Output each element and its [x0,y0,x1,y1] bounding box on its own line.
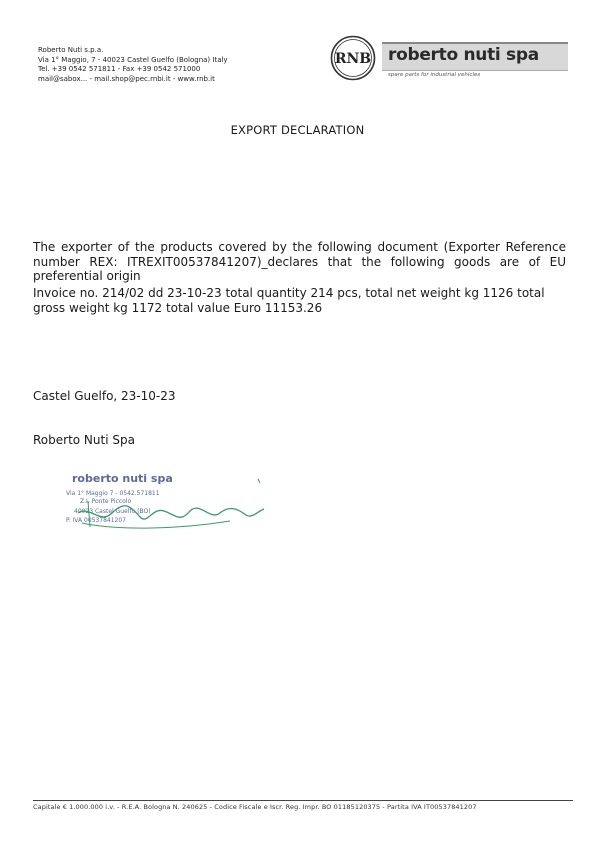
brand-tagline: spare parts for industrial vehicles [388,72,481,78]
company-address-block [38,46,228,84]
company-stamp [60,465,290,535]
footer-legal-info: Capitale € 1.000.000 i.v. - R.E.A. Bologna N. 240625 - Codice Fiscale e Iscr. Reg. Impr. BO 01185120375 - Partita IVA IT00537841207 [33,803,477,811]
company-name: Roberto Nuti s.p.a. [38,46,104,54]
invoice-details: Invoice no. 214/02 dd 23-10-23 total quantity 214 pcs, total net weight kg 1126 total gross weight kg 1172 total value Euro 11153.26 [33,286,545,315]
page-title: EXPORT DECLARATION [230,123,365,137]
stamp-line-1: Via 1° Maggio 7 - 0542.571811 [66,490,160,497]
stamp-line-2: Z.I. Ponte Piccolo [80,498,132,505]
stamp-name: roberto nuti spa [72,472,173,485]
declaration-paragraph: The exporter of the products covered by the following document (Exporter Reference number REX: ITREXIT00537841207)_declares that the following goods are of EU preferential origin [33,240,566,283]
place-and-date: Castel Guelfo, 23-10-23 [33,389,176,403]
company-email-web: mail@sabox... - mail.shop@pec.rnbi.it - www.rnb.it [38,74,215,83]
stamp-line-4: P. IVA 00537841207 [66,517,126,524]
brand-banner [382,42,568,71]
stamp-line-3: 40023 Castel Guelfo (BO) [74,508,151,515]
company-phone-fax: Tel. +39 0542 571811 - Fax +39 0542 571000 [38,65,201,73]
footer-divider [33,800,573,801]
signatory-name: Roberto Nuti Spa [33,433,135,447]
company-address: Via 1° Maggio, 7 - 40023 Castel Guelfo (Bologna) Italy [38,55,228,64]
company-logo-icon [330,35,376,81]
brand-name: roberto nuti spa [388,45,539,65]
logo-initials: RNB [334,51,372,67]
